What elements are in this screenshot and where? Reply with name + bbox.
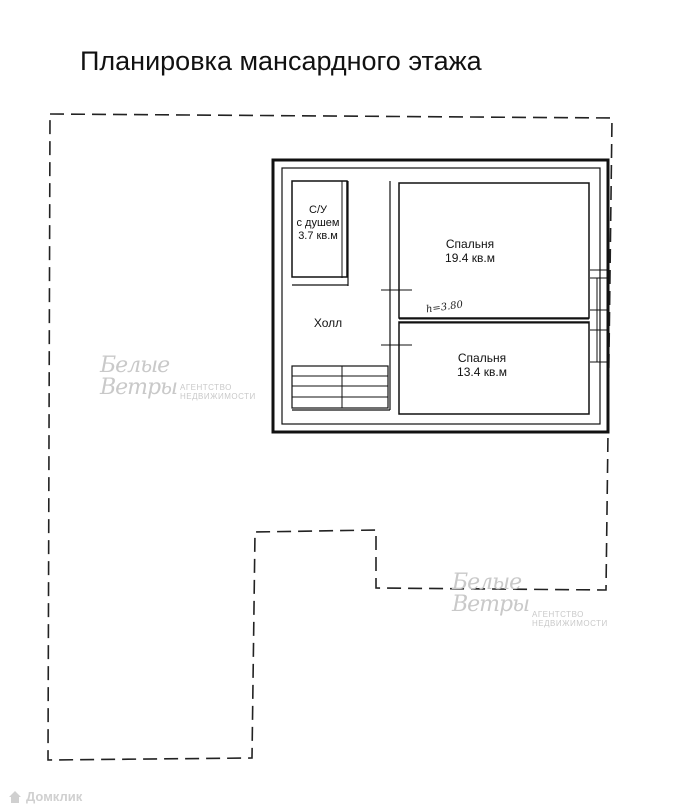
bedroom-small-area: 13.4 кв.м — [457, 365, 507, 379]
watermark-subtitle-1: АГЕНТСТВО — [180, 383, 232, 392]
corner-logo — [8, 789, 82, 804]
hall-label — [308, 317, 348, 330]
corner-logo-text: Домклик — [26, 789, 83, 804]
watermark-subtitle-1: АГЕНТСТВО — [532, 610, 584, 619]
watermark-brand: Белые Ветры — [452, 570, 530, 617]
page-title: Планировка мансардного этажа — [80, 46, 482, 76]
bathroom-label-line2: с душем — [296, 217, 340, 229]
bedroom-small-label — [432, 351, 532, 379]
watermark-subtitle-2: НЕДВИЖИМОСТИ — [180, 392, 256, 401]
bathroom-label-line1: С/У — [309, 204, 327, 216]
watermark-subtitle-2: НЕДВИЖИМОСТИ — [532, 619, 608, 628]
hall-name: Холл — [313, 316, 343, 330]
bedroom-large-name: Спальня — [445, 237, 495, 251]
staircase — [292, 366, 388, 408]
ceiling-height-mark: h=3.80 — [425, 299, 464, 316]
outer-wall — [273, 160, 608, 432]
watermark-brand: Белые Ветры — [100, 353, 178, 400]
attic-walls — [273, 160, 608, 432]
bedroom-small-name: Спальня — [457, 351, 507, 365]
watermark-logo — [100, 353, 256, 401]
bathroom-label-line3: 3.7 кв.м — [298, 230, 338, 242]
bedroom-large-area: 19.4 кв.м — [445, 251, 495, 265]
watermark-logo — [452, 570, 608, 628]
bedroom-large-label — [420, 237, 520, 265]
bathroom-label — [290, 204, 346, 243]
house-icon — [8, 790, 22, 804]
